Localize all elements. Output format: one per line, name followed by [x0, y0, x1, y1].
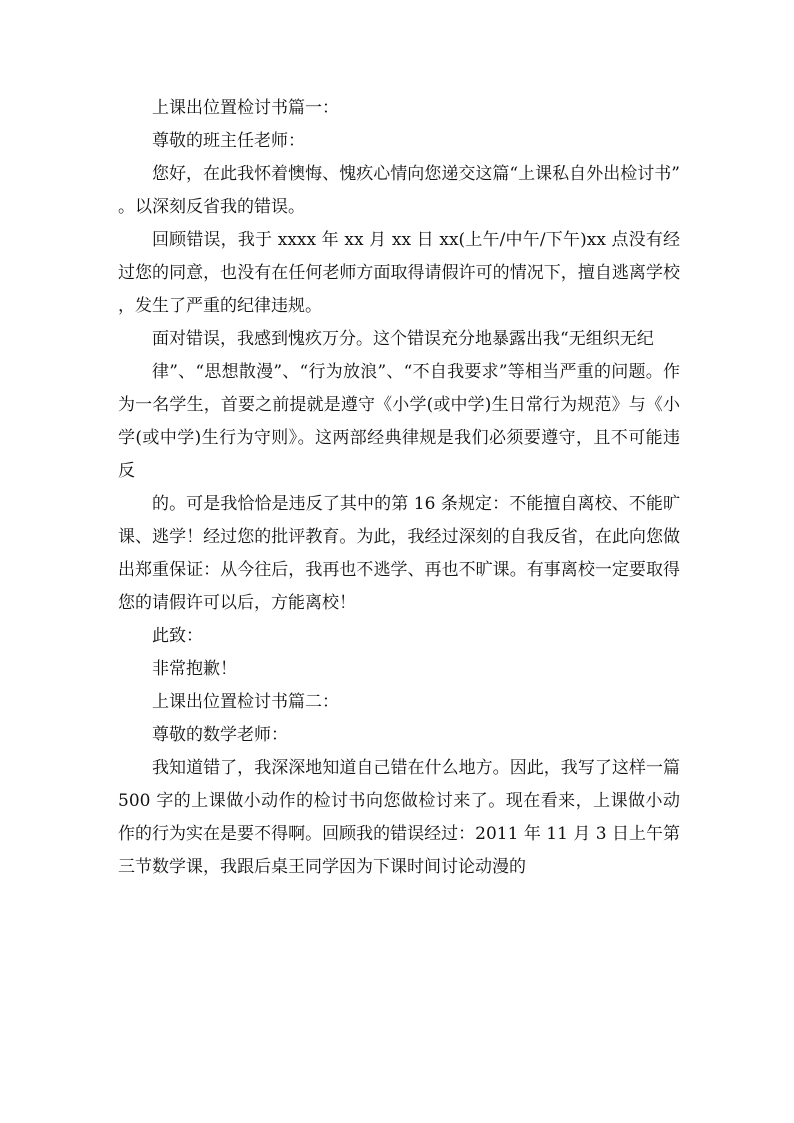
section-heading-2: 上课出位置检讨书篇二： — [152, 692, 339, 712]
body-paragraph: 律”、“思想散漫”、“行为放浪”、“不自我要求”等相当严重的问题。作为一名学生，首要之前提就是遵守《小学(或中学)生日常行为规范》与《小学(或中学)生行为守则》。这两部经典律规是我们必须要遵守，且不可能违反 — [118, 362, 680, 481]
apology-line: 非常抱歉！ — [152, 659, 237, 679]
document-page — [118, 92, 680, 884]
body-paragraph: 我知道错了，我深深地知道自己错在什么地方。因此，我写了这样一篇 500 字的上课做小动作的检讨书向您做检讨来了。现在看来，上课做小动作的行为实在是要不得啊。回顾我的错误经过：2011 年 11 月 3 日上午第三节数学课，我跟后桌王同学因为下课时间讨论动漫的 — [118, 758, 680, 877]
body-paragraph: 的。可是我恰恰是违反了其中的第 16 条规定：不能擅自离校、不能旷课、逃学！经过您的批评教育。为此，我经过深刻的自我反省，在此向您做出郑重保证：从今往后，我再也不逃学、再也不旷课。有事离校一定要取得您的请假许可以后，方能离校！ — [118, 494, 680, 613]
salutation-1: 尊敬的班主任老师： — [152, 131, 305, 151]
closing-line: 此致： — [152, 626, 203, 646]
body-paragraph: 回顾错误，我于 xxxx 年 xx 月 xx 日 xx(上午/中午/下午)xx 点没有经过您的同意，也没有在任何老师方面取得请假许可的情况下，擅自逃离学校，发生了严重的纪律违规。 — [118, 230, 680, 316]
body-paragraph: 您好，在此我怀着懊悔、愧疚心情向您递交这篇“上课私自外出检讨书”。以深刻反省我的错误。 — [118, 164, 680, 217]
body-paragraph: 面对错误，我感到愧疚万分。这个错误充分地暴露出我“无组织无纪 — [152, 329, 654, 349]
salutation-2: 尊敬的数学老师： — [152, 725, 288, 745]
section-heading-1: 上课出位置检讨书篇一： — [152, 98, 339, 118]
